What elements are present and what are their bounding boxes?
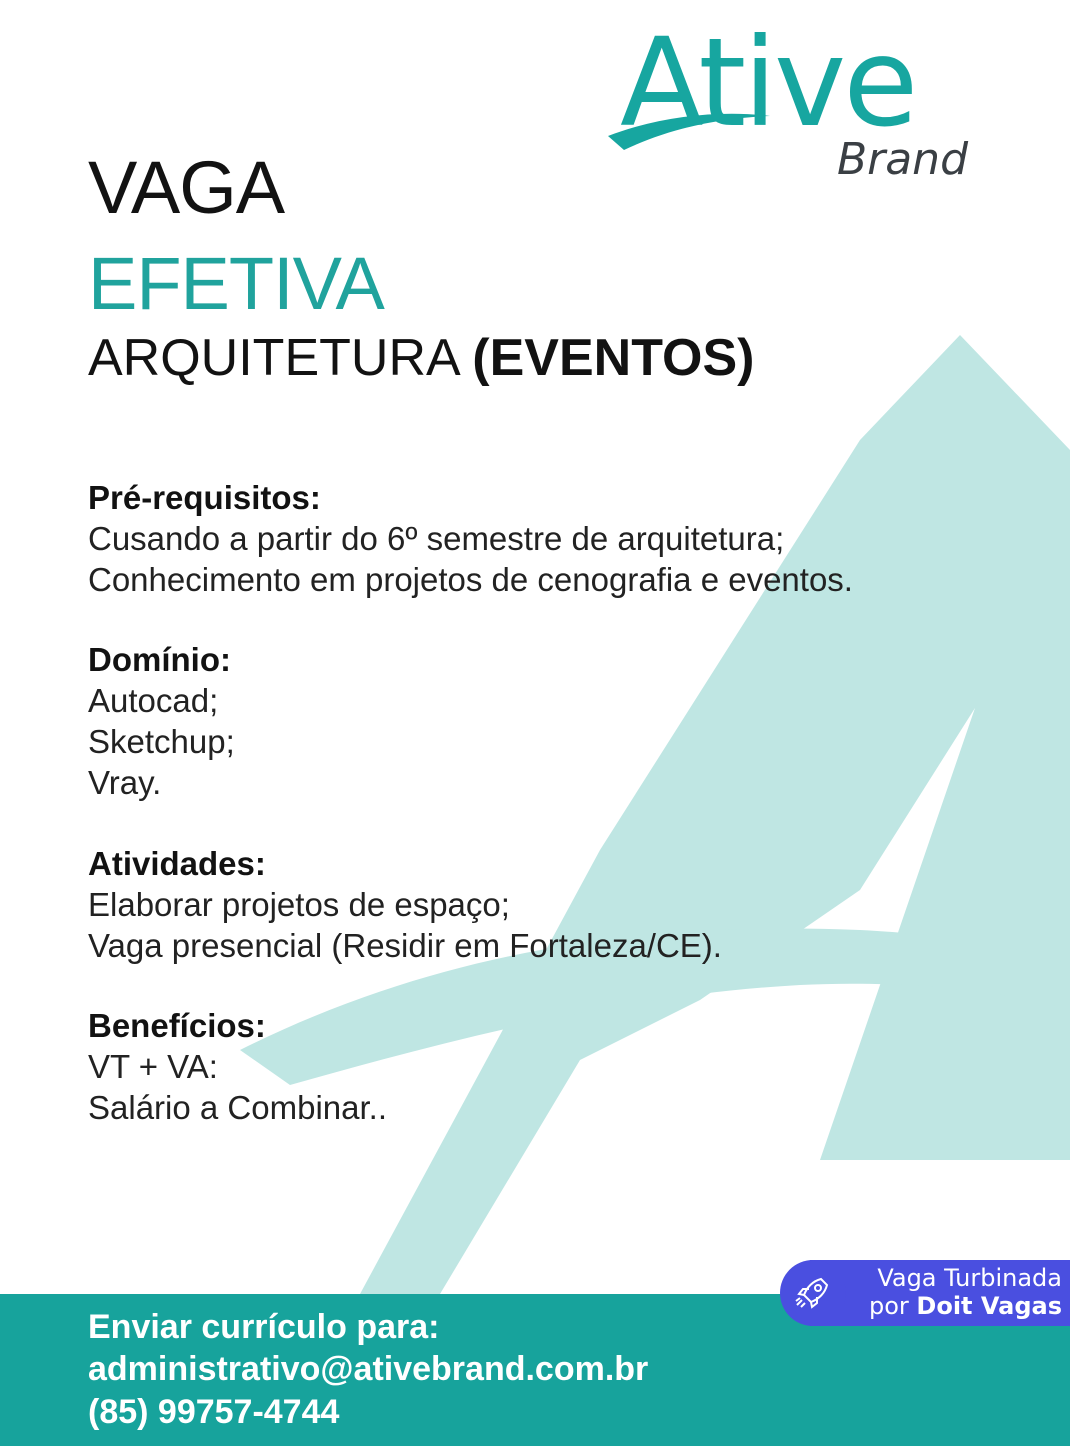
title-role-bold: (EVENTOS)	[472, 329, 755, 387]
badge-line2-brand: Doit Vagas	[916, 1292, 1062, 1320]
ative-brand-logo	[600, 12, 980, 188]
section-heading: Benefícios:	[88, 1007, 266, 1044]
badge-line2-prefix: por	[868, 1292, 917, 1320]
logo-wordmark: Ative	[620, 12, 916, 154]
section-line: Vray.	[88, 764, 162, 801]
doit-vagas-badge[interactable]	[780, 1260, 1070, 1326]
section-heading: Atividades:	[88, 845, 266, 882]
badge-line2	[869, 1292, 1062, 1320]
rocket-icon	[793, 1273, 833, 1313]
title-role	[88, 328, 754, 388]
section-line: Autocad;	[88, 682, 219, 719]
section-benefits	[88, 1006, 1008, 1128]
section-heading: Pré-requisitos:	[88, 479, 321, 516]
section-line: VT + VA:	[88, 1048, 218, 1085]
title-vaga: VAGA	[88, 146, 285, 229]
logo-subtitle: Brand	[836, 134, 968, 185]
title-role-regular: ARQUITETURA	[88, 329, 458, 387]
badge-circle	[780, 1260, 846, 1326]
section-line: Elaborar projetos de espaço;	[88, 886, 510, 923]
section-line: Conhecimento em projetos de cenografia e eventos.	[88, 561, 853, 598]
section-line: Salário a Combinar..	[88, 1089, 387, 1126]
section-prerequisites	[88, 478, 1008, 600]
section-heading: Domínio:	[88, 641, 231, 678]
section-domain	[88, 640, 1008, 803]
title-efetiva: EFETIVA	[88, 242, 384, 325]
section-line: Cusando a partir do 6º semestre de arquitetura;	[88, 520, 785, 557]
badge-line1: Vaga Turbinada	[877, 1264, 1062, 1292]
section-line: Sketchup;	[88, 723, 235, 760]
footer-email-link[interactable]: administrativo@ativebrand.com.br	[88, 1350, 649, 1388]
footer-label: Enviar currículo para:	[88, 1308, 440, 1346]
footer-phone[interactable]: (85) 99757-4744	[88, 1393, 340, 1431]
section-activities	[88, 844, 1008, 966]
section-line: Vaga presencial (Residir em Fortaleza/CE).	[88, 927, 722, 964]
